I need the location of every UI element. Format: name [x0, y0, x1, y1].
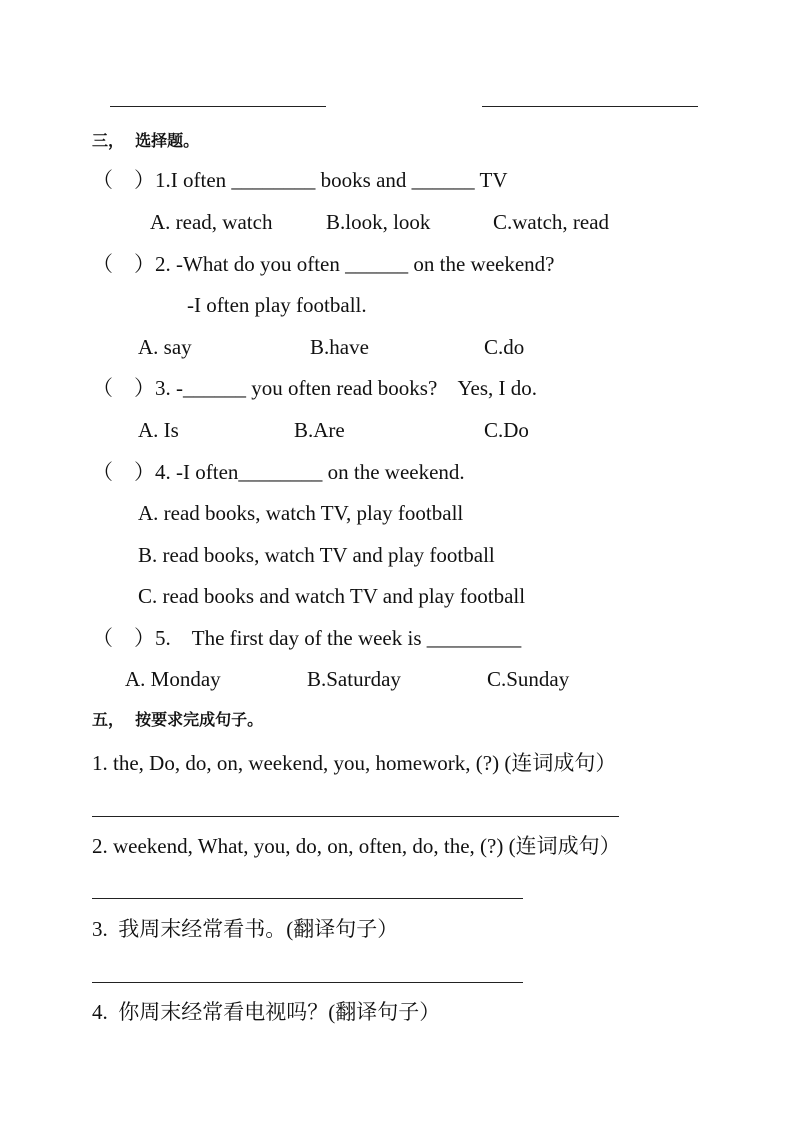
question-4-stem: （ ）4. -I often________ on the weekend.	[92, 460, 465, 484]
question-2-option-c: C.do	[484, 335, 525, 359]
question-1-option-c: C.watch, read	[493, 210, 610, 234]
question-4-option-c: C. read books and watch TV and play football	[138, 584, 526, 608]
task-4-prompt: 4. 你周末经常看电视吗？(翻译句子）	[92, 1000, 441, 1024]
question-3-stem: （ ）3. -______ you often read books? Yes, I do.	[92, 376, 538, 400]
section-3-heading: 三， 选择题。	[92, 131, 200, 150]
question-3-option-b: B.Are	[294, 418, 345, 442]
task-1-prompt: 1. the, Do, do, on, weekend, you, homework, (?) (连词成句）	[92, 751, 617, 775]
question-3-option-c: C.Do	[484, 418, 529, 442]
question-5-option-b: B.Saturday	[307, 667, 401, 691]
task-3-answer-line	[92, 982, 523, 983]
question-4-option-a: A. read books, watch TV, play football	[138, 501, 464, 525]
question-2-stem: （ ）2. -What do you often ______ on the weekend?	[92, 252, 555, 276]
question-2-option-a: A. say	[138, 335, 192, 359]
answer-line-top-right	[482, 106, 698, 107]
task-1-answer-line	[92, 816, 619, 817]
question-5-stem: （ ）5. The first day of the week is _________	[92, 626, 522, 650]
question-5-option-c: C.Sunday	[487, 667, 570, 691]
answer-line-top-left	[110, 106, 326, 107]
question-2-reply: -I often play football.	[187, 293, 367, 317]
task-3-prompt: 3. 我周末经常看书。(翻译句子）	[92, 917, 399, 941]
question-4-option-b: B. read books, watch TV and play football	[138, 543, 495, 567]
question-1-option-b: B.look, look	[326, 210, 431, 234]
question-3-option-a: A. Is	[138, 418, 179, 442]
question-5-option-a: A. Monday	[125, 667, 221, 691]
question-1-stem: （ ）1.I often ________ books and ______ TV	[92, 168, 508, 192]
task-2-answer-line	[92, 898, 523, 899]
question-2-option-b: B.have	[310, 335, 369, 359]
question-1-option-a: A. read, watch	[150, 210, 273, 234]
task-2-prompt: 2. weekend, What, you, do, on, often, do, the, (?) (连词成句）	[92, 834, 621, 858]
section-5-heading: 五， 按要求完成句子。	[92, 710, 264, 729]
